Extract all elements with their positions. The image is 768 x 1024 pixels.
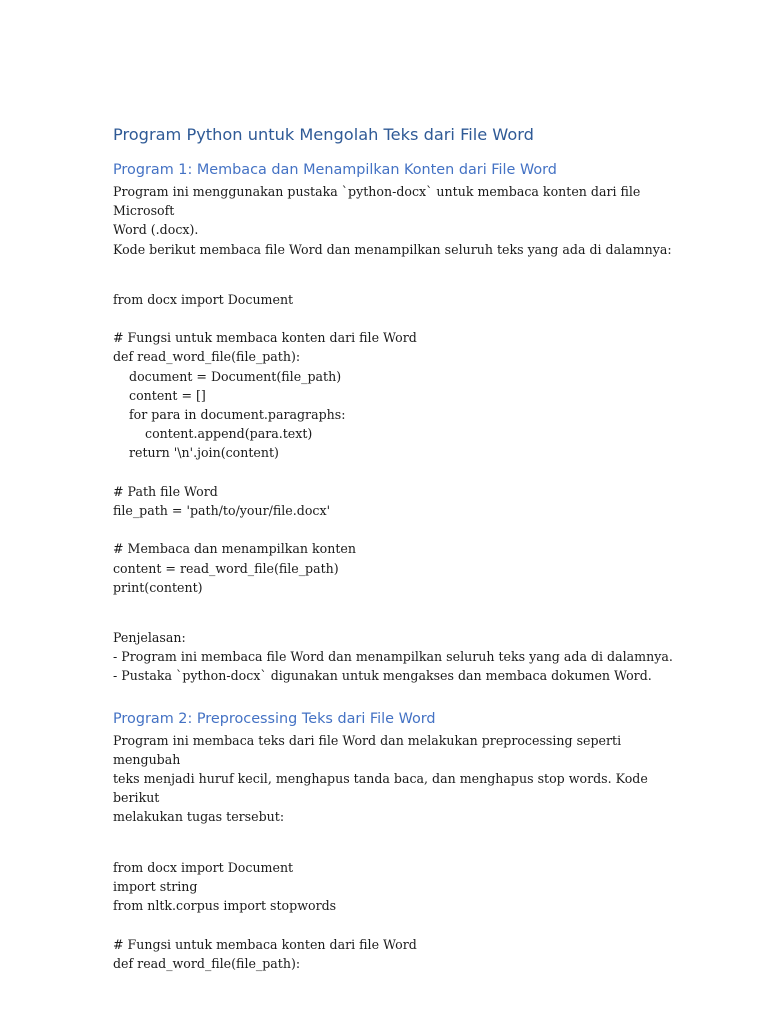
code-line: # Fungsi untuk membaca konten dari file Word — [113, 330, 417, 346]
program-1-code-block — [113, 290, 673, 597]
code-line — [113, 520, 673, 539]
code-line: print(content) — [113, 579, 203, 595]
code-line: from docx import Document — [113, 859, 294, 875]
code-line: from docx import Document — [113, 291, 294, 307]
program-1-intro-line-3: Kode berikut membaca file Word dan menampilkan seluruh teks yang ada di dalamnya: — [113, 241, 672, 257]
code-line: def read_word_file(file_path): — [113, 349, 301, 365]
program-2-intro-line-3: melakukan tugas tersebut: — [113, 809, 285, 825]
code-line: file_path = 'path/to/your/file.docx' — [113, 503, 331, 519]
program-1-heading: Program 1: Membaca dan Menampilkan Konten dari File Word — [113, 162, 557, 178]
code-line: from nltk.corpus import stopwords — [113, 898, 337, 914]
document-content — [113, 124, 673, 973]
code-line — [113, 309, 673, 328]
code-line: content.append(para.text) — [113, 426, 313, 442]
code-line: content = read_word_file(file_path) — [113, 560, 339, 576]
code-line: # Membaca dan menampilkan konten — [113, 541, 356, 557]
program-2-intro-line-1: Program ini membaca teks dari file Word dan melakukan preprocessing seperti mengubah — [113, 732, 626, 767]
program-1-explanation-1: - Program ini membaca file Word dan menampilkan seluruh teks yang ada di dalamnya. — [113, 649, 673, 665]
program-2-heading: Program 2: Preprocessing Teks dari File Word — [113, 710, 436, 727]
code-line: content = [] — [113, 387, 206, 403]
code-line: # Fungsi untuk membaca konten dari file Word — [113, 936, 417, 952]
program-2-code-block — [113, 858, 673, 973]
code-line — [113, 463, 673, 482]
code-line: for para in document.paragraphs: — [113, 407, 346, 423]
code-line: import string — [113, 878, 198, 894]
code-line: # Path file Word — [113, 483, 218, 499]
program-1-intro-line-1: Program ini menggunakan pustaka `python-docx` untuk membaca konten dari file Microsoft — [113, 184, 645, 219]
code-line — [113, 915, 673, 934]
program-1-explanation-2: - Pustaka `python-docx` digunakan untuk mengakses dan membaca dokumen Word. — [113, 668, 652, 684]
program-2-intro-line-2: teks menjadi huruf kecil, menghapus tanda baca, dan menghapus stop words. Kode berikut — [113, 771, 652, 806]
code-line: return '\n'.join(content) — [113, 445, 279, 461]
code-line: def read_word_file(file_path): — [113, 955, 301, 971]
document-title: Program Python untuk Mengolah Teks dari File Word — [113, 125, 534, 144]
program-1-explanation-label: Penjelasan: — [113, 630, 186, 646]
program-1-intro-line-2: Word (.docx). — [113, 222, 199, 238]
code-line: document = Document(file_path) — [113, 368, 342, 384]
